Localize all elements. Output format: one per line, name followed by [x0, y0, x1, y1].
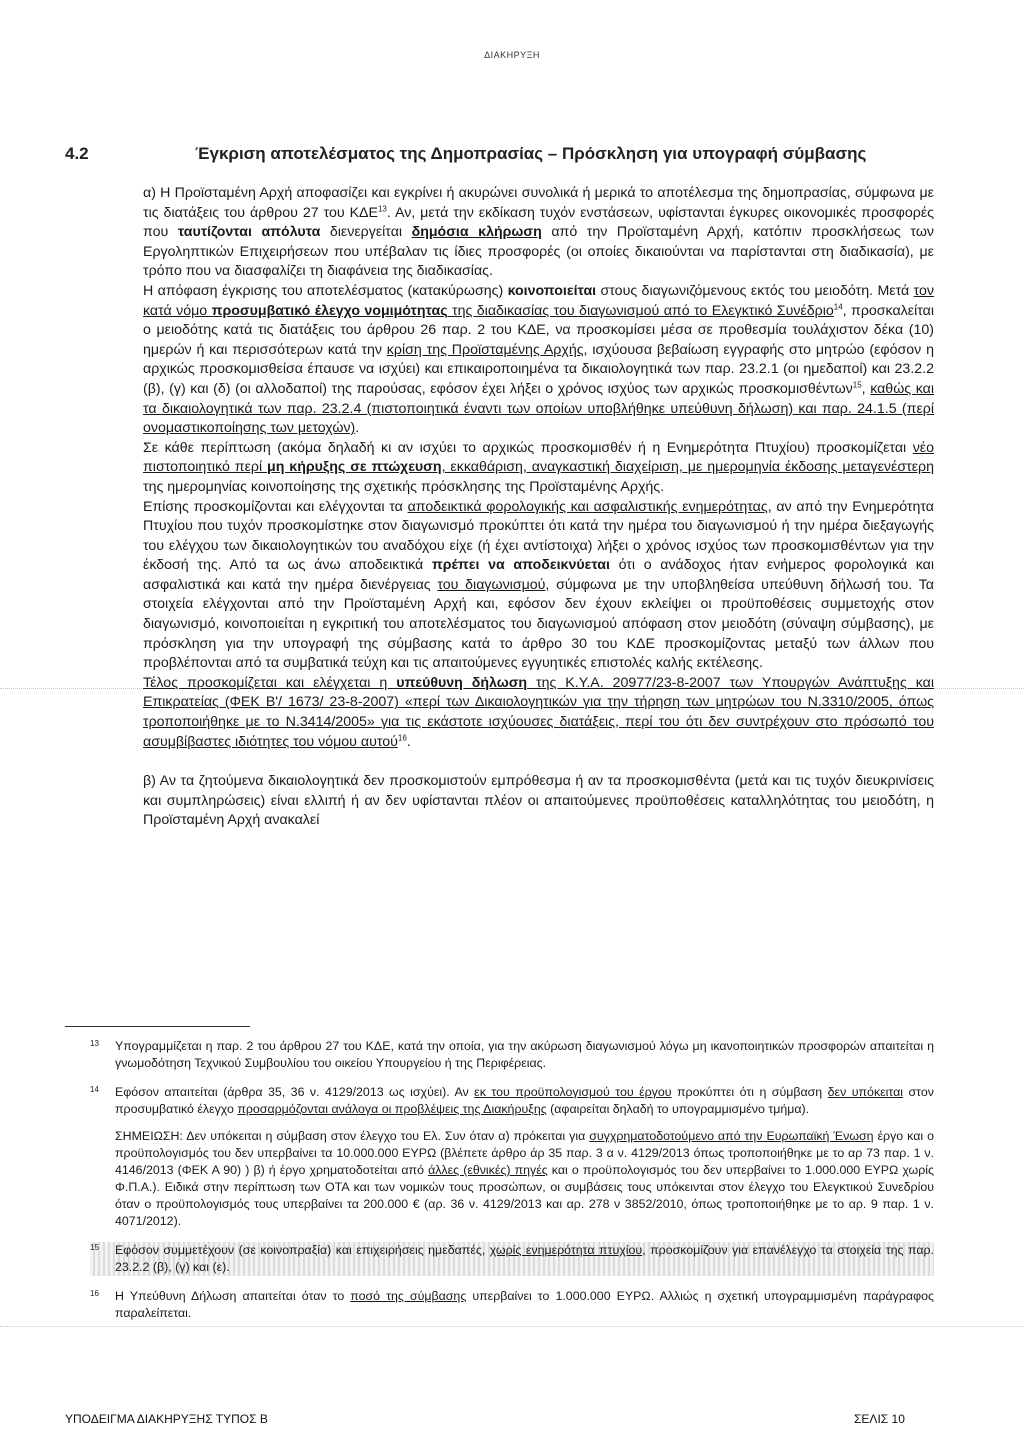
paragraph-b: β) Αν τα ζητούμενα δικαιολογητικά δεν προσκομιστούν εμπρόθεσμα ή αν τα προσκομισθέντα (μετά και τις τυχόν διευκρινίσεις και συμπληρώσεις) είναι ελλιπή ή αν δεν υφίστανται πλέον οι απαιτούμενες προϋποθέσεις καταλληλότητας του μειοδότη, η Προϊσταμένη Αρχή ανακαλεί	[143, 773, 934, 829]
section-number: 4.2	[65, 144, 89, 163]
footer-page-number: ΣΕΛΙΣ 10	[854, 1412, 905, 1426]
paragraph-a: α) Η Προϊσταμένη Αρχή αποφασίζει και εγκρίνει ή ακυρώνει συνολικά ή μερικά το αποτέλεσμα της δημοπρασίας, σύμφωνα με τις διατάξεις του άρθρου 27 του ΚΔΕ$^{13}$. Αν, μετά την εκδίκαση τυχόν ενστάσεων, υφίστανται έγκυρες οικονομικές προσφορές που ταυτίζονται απόλυτα διενεργείται δημόσια κλήρωση από την Προϊσταμένη Αρχή, κατόπιν προσκλήσεως των Εργοληπτικών Επιχειρήσεων που υπέβαλαν τις ίδιες προσφορές (οι οποίες δικαιούνται να παρίστανται στη διαδικασία), με τρόπο που να διασφαλίζει τη διαφάνεια της διαδικασίας.	[143, 185, 934, 280]
footer-document-type: ΥΠΟΔΕΙΓΜΑ ΔΙΑΚΗΡΥΞΗΣ ΤΥΠΟΣ Β	[65, 1412, 268, 1426]
paragraph-declaration: Τέλος προσκομίζεται και ελέγχεται η υπεύθυνη δήλωση της Κ.Υ.Α. 20977/23-8-2007 των Υπουργών Ανάπτυξης και Επικρατείας (ΦΕΚ Β'/ 1673/ 23-8-2007) «περί των Δικαιολογητικών για την τήρηση των μητρώων του Ν.3310/2005, όπως τροποποιήθηκε με το Ν.3414/2005» για τις εκάστοτε ισχύουσες διατάξεις, περί του ότι δεν συντρέχουν στο πρόσωπό του ασυμβίβαστες ιδιότητες του νόμου αυτού$^{16}$.	[143, 674, 934, 750]
running-header: ΔΙΑΚΗΡΥΞΗ	[484, 50, 540, 60]
footnotes	[90, 1038, 934, 1334]
footnote-15: 15 Εφόσον συμμετέχουν (σε κοινοπραξία) και επιχειρήσεις ημεδαπές, χωρίς ενημερότητα πτυχίου, προσκομίζουν για επανέλεγχο τα στοιχεία της παρ. 23.2.2 (β), (γ) και (ε).	[90, 1243, 934, 1274]
paragraph-tax: Επίσης προσκομίζονται και ελέγχονται τα αποδεικτικά φορολογικής και ασφαλιστικής ενημερότητας, αν από την Ενημερότητα Πτυχίου που τυχόν προσκομίστηκε στον διαγωνισμό προκύπτει ότι κατά την ημέρα του διαγωνισμού ή την ημέρα διεξαγωγής του ελέγχου των δικαιολογητικών του αναδόχου είχε (ή έχει αντίστοιχα) λήξει ο χρόνος ισχύος των προσκομισθέντων για την έκδοσή της. Από τα ως άνω αποδεικτικά πρέπει να αποδεικνύεται ότι ο ανάδοχος ήταν ενήμερος φορολογικά και ασφαλιστικά και κατά την ημέρα διενέργειας του διαγωνισμού, σύμφωνα με την υποβληθείσα υπεύθυνη δήλωσή του. Τα στοιχεία ελέγχονται από την Προϊσταμένη Αρχή και, εφόσον δεν έχουν εκλείψει οι προϋποθέσεις συμμετοχής στον διαγωνισμό, κοινοποιείται η εγκριτική του αποτελέσματος του διαγωνισμού απόφαση στον μειοδότη (σύναψη σύμβασης), με πρόσκληση για την υπογραφή της σύμβασης κατά το άρθρο 30 του ΚΔΕ προσκομίζοντας μεταξύ των άλλων που προβλέπονται από τα συμβατικά τεύχη και τις απαιτούμενες εγγυητικές επιστολές καλής εκτέλεσης.	[143, 498, 935, 672]
footnote-13: 13 Υπογραμμίζεται η παρ. 2 του άρθρου 27 του ΚΔΕ, κατά την οποία, για την ακύρωση διαγωνισμού λόγω μη ικανοποιητικών προσφορών απαιτείται η γνωμοδότηση Τεχνικού Συμβουλίου του οικείου Υπουργείου ή της Περιφέρειας.	[90, 1039, 934, 1070]
section-heading	[65, 144, 974, 164]
footnote-16: 16 Η Υπεύθυνη Δήλωση απαιτείται όταν το ποσό της σύμβασης υπερβαίνει το 1.000.000 ΕΥΡΩ. Αλλιώς η σχετική υπογραμμισμένη παράγραφος παραλείπεται.	[90, 1289, 934, 1320]
main-body	[143, 184, 934, 831]
paragraph-bankruptcy: Σε κάθε περίπτωση (ακόμα δηλαδή κι αν ισχύει το αρχικώς προσκομισθέν ή η Ενημερότητα Πτυχίου) προσκομίζεται νέο πιστοποιητικό περί μη κήρυξης σε πτώχευση, εκκαθάριση, αναγκαστική διαχείριση, με ημερομηνία έκδοσης μεταγενέστερη της ημερομηνίας κοινοποίησης της σχετικής πρόσκλησης της Προϊσταμένης Αρχής.	[143, 439, 934, 495]
footnote-14-note: ΣΗΜΕΙΩΣΗ: Δεν υπόκειται η σύμβαση στον έλεγχο του Ελ. Συν όταν α) πρόκειται για συγχρηματοδοτούμενο από την Ευρωπαϊκή Ένωση έργο και ο προϋπολογισμός του δεν υπερβαίνει τα 10.000.000 ΕΥΡΩ (βλέπετε άρθρο άρ 35 παρ. 3 α ν. 4129/2013 όπως τροποποιήθηκε με το αρ 73 παρ. 1 ν. 4146/2013 (ΦΕΚ Α 90) ) β) ή έργο χρηματοδοτείται από άλλες (εθνικές) πηγές και ο προϋπολογισμός του δεν υπερβαίνει το 1.000.000 ΕΥΡΩ χωρίς Φ.Π.Α.). Ειδικά στην περίπτωση των ΟΤΑ και των νομικών τους προσώπων, οι συμβάσεις τους υπόκεινται στον έλεγχο του Ελεγκτικού Συνεδρίου όταν ο προϋπολογισμός τους υπερβαίνει τα 200.000 € (αρ. 36 ν. 4129/2013 και αρ. 278 ν 3852/2010, όπως τροποποιήθηκε με το αρ. 9 παρ. 1 ν. 4071/2012).	[115, 1129, 935, 1228]
paragraph-approval: Η απόφαση έγκρισης του αποτελέσματος (κατακύρωσης) κοινοποιείται στους διαγωνιζόμενους εκτός του μειοδότη. Μετά τον κατά νόμο προσυμβατικό έλεγχο νομιμότητας της διαδικασίας του διαγωνισμού από το Ελεγκτικό Συνέδριο$^{14}$, προσκαλείται ο μειοδότης κατά τις διατάξεις του άρθρου 26 παρ. 2 του ΚΔΕ, να προσκομίσει μέσα σε προθεσμία τουλάχιστον δέκα (10) ημερών ή και περισσότερων κατά την κρίση της Προϊσταμένης Αρχής, ισχύουσα βεβαίωση εγγραφής στο μητρώο (εφόσον η αρχικώς προσκομισθείσα έπαυσε να ισχύει) και επικαιροποιημένα τα δικαιολογητικά των παρ. 23.2.1 (οι ημεδαποί) και 23.2.2 (β), (γ) και (δ) (οι αλλοδαποί) της παρούσας, εφόσον έχει λήξει ο χρόνος ισχύος των αρχικώς προσκομισθέντων$^{15}$, καθώς και τα δικαιολογητικά των παρ. 23.2.4 (πιστοποιητικά έναντι των οποίων υποβλήθηκε υπεύθυνη δήλωση) και παρ. 24.1.5 (περί ονομαστικοποίησης των μετοχών).	[143, 282, 934, 437]
footnote-14: 14 Εφόσον απαιτείται (άρθρα 35, 36 ν. 4129/2013 ως ισχύει). Αν εκ του προϋπολογισμού του έργου προκύπτει ότι η σύμβαση δεν υπόκειται στον προσυμβατικό έλεγχο προσαρμόζονται ανάλογα οι προβλέψεις της Διακήρυξης (αφαιρείται δηλαδή το υπογραμμισμένο τμήμα). ΣΗΜΕΙΩΣΗ: Δεν υπόκειται η σύμβαση στον έλεγχο του Ελ. Συν όταν α) πρόκειται για συγχρηματοδοτούμενο από την Ευρωπαϊκή Ένωση έργο και ο προϋπολογισμός του δεν υπερβαίνει τα 10.000.000 ΕΥΡΩ (βλέπετε άρθρο άρ 35 παρ. 3 α ν. 4129/2013 όπως τροποποιήθηκε με το αρ 73 παρ. 1 ν. 4146/2013 (ΦΕΚ Α 90) ) β) ή έργο χρηματοδοτείται από άλλες (εθνικές) πηγές και ο προϋπολογισμός του δεν υπερβαίνει το 1.000.000 ΕΥΡΩ χωρίς Φ.Π.Α.). Ειδικά στην περίπτωση των ΟΤΑ και των νομικών τους προσώπων, οι συμβάσεις τους υπόκεινται στον έλεγχο του Ελεγκτικού Συνεδρίου όταν ο προϋπολογισμός τους υπερβαίνει τα 200.000 € (αρ. 36 ν. 4129/2013 και αρ. 278 ν 3852/2010, όπως τροποποιήθηκε με το αρ. 9 παρ. 1 ν. 4071/2012).	[90, 1085, 935, 1228]
section-title: Έγκριση αποτελέσματος της Δημοπρασίας – Πρόσκληση για υπογραφή σύμβασης	[195, 144, 867, 163]
footnote-separator	[65, 1026, 250, 1027]
